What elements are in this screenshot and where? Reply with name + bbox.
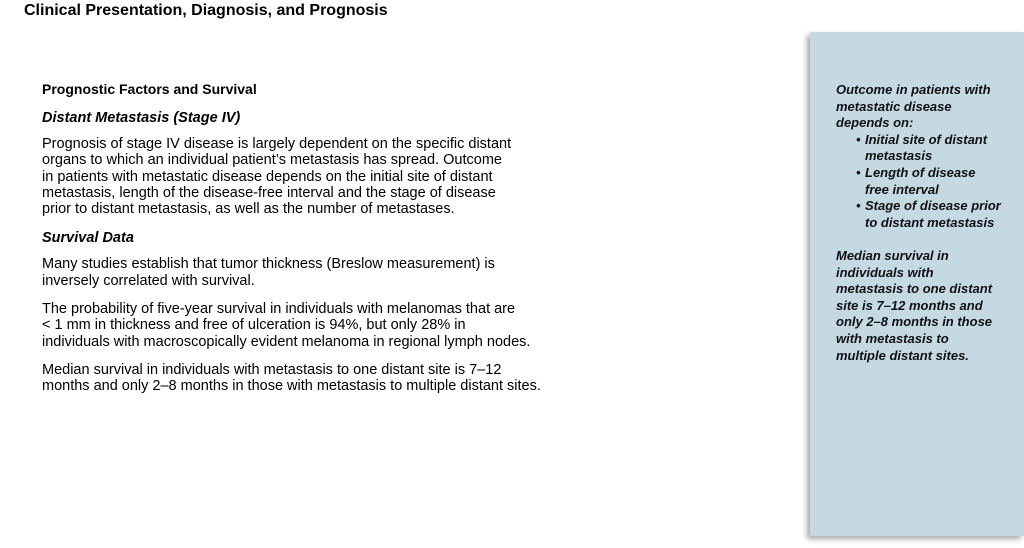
paragraph-line: individuals with macroscopically evident melanoma in regional lymph nodes. <box>42 333 531 350</box>
sidebar-line: individuals with <box>836 264 934 280</box>
paragraph-median-survival <box>42 362 552 395</box>
sidebar-line: multiple distant sites. <box>836 347 969 363</box>
sidebar-spacer <box>836 231 1022 248</box>
section-heading: Prognostic Factors and Survival <box>42 81 257 97</box>
sidebar-bullet-item <box>856 198 1022 231</box>
paragraph-line: Median survival in individuals with metastasis to one distant site is 7–12 <box>42 361 502 378</box>
sidebar-bullet-list <box>836 132 1022 232</box>
paragraph-line: metastasis, length of the disease-free interval and the stage of disease <box>42 184 496 201</box>
paragraph-line: organs to which an individual patient’s metastasis has spread. Outcome <box>42 152 502 169</box>
sidebar-bullet-item <box>856 132 1022 165</box>
sidebar-bullet-item <box>856 165 1022 198</box>
sidebar-callout <box>810 32 1024 536</box>
paragraph-line: Many studies establish that tumor thickness (Breslow measurement) is <box>42 256 495 273</box>
subsection-heading-distant-metastasis: Distant Metastasis (Stage IV) <box>42 110 241 126</box>
sidebar-line: • Stage of disease prior <box>865 198 1001 214</box>
paragraph-line: in patients with metastatic disease depends on the initial site of distant <box>42 168 493 185</box>
subsection-heading-survival-data: Survival Data <box>42 230 134 247</box>
main-content <box>42 80 552 407</box>
sidebar-intro <box>836 82 1022 132</box>
sidebar-line: Median survival in <box>836 247 949 263</box>
sidebar-line: metastasis <box>865 148 933 164</box>
paragraph-distant-metastasis <box>42 136 552 217</box>
sidebar-line: • Initial site of distant <box>865 131 988 147</box>
paragraph-line: prior to distant metastasis, as well as the number of metastases. <box>42 201 455 218</box>
paragraph-line: months and only 2–8 months in those with metastasis to multiple distant sites. <box>42 378 541 395</box>
paragraph-line: inversely correlated with survival. <box>42 272 255 289</box>
sidebar-line: free interval <box>865 181 939 197</box>
sidebar-line: Outcome in patients with <box>836 82 991 97</box>
sidebar-summary <box>836 248 1022 364</box>
sidebar-line: with metastasis to <box>836 330 949 346</box>
sidebar-line: to distant metastasis <box>865 214 995 230</box>
paragraph-five-year-survival <box>42 301 552 350</box>
sidebar-line: depends on: <box>836 115 914 131</box>
paragraph-breslow <box>42 256 552 289</box>
paragraph-line: The probability of five-year survival in individuals with melanomas that are <box>42 301 516 318</box>
sidebar-line: site is 7–12 months and <box>836 297 983 313</box>
sidebar-line: only 2–8 months in those <box>836 314 993 330</box>
sidebar-line: metastasis to one distant <box>836 281 993 297</box>
sidebar-content <box>836 82 1022 364</box>
page-title: Clinical Presentation, Diagnosis, and Prognosis <box>24 2 388 19</box>
sidebar-line: metastatic disease <box>836 98 952 114</box>
sidebar-line: • Length of disease <box>865 164 976 180</box>
paragraph-line: Prognosis of stage IV disease is largely dependent on the specific distant <box>42 136 512 152</box>
paragraph-line: < 1 mm in thickness and free of ulceration is 94%, but only 28% in <box>42 317 466 334</box>
